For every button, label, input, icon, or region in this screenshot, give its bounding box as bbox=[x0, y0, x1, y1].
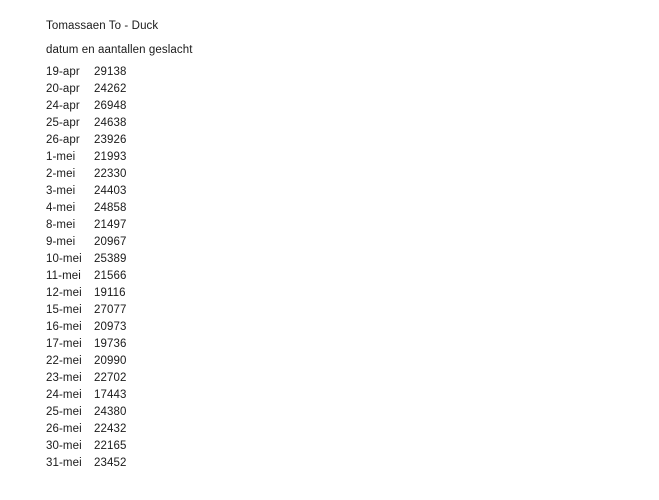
list-item bbox=[46, 166, 659, 183]
row-count: 21566 bbox=[94, 270, 127, 282]
row-date: 3-mei bbox=[46, 185, 76, 197]
list-item bbox=[46, 149, 659, 166]
list-item bbox=[46, 200, 659, 217]
list-item bbox=[46, 302, 659, 319]
row-count: 20967 bbox=[94, 236, 127, 248]
row-date: 22-mei bbox=[46, 355, 82, 367]
list-item bbox=[46, 64, 659, 81]
row-count: 22330 bbox=[94, 168, 127, 180]
list-item bbox=[46, 98, 659, 115]
row-date: 17-mei bbox=[46, 338, 82, 350]
list-item bbox=[46, 251, 659, 268]
row-count: 26948 bbox=[94, 100, 127, 112]
row-count: 21497 bbox=[94, 219, 127, 231]
row-count: 29138 bbox=[94, 66, 127, 78]
row-date: 10-mei bbox=[46, 253, 82, 265]
row-date: 12-mei bbox=[46, 287, 82, 299]
row-date: 25-apr bbox=[46, 117, 80, 129]
row-count: 24638 bbox=[94, 117, 127, 129]
list-item bbox=[46, 234, 659, 251]
row-date: 15-mei bbox=[46, 304, 82, 316]
page-subtitle: datum en aantallen geslacht bbox=[46, 44, 193, 56]
row-count: 27077 bbox=[94, 304, 127, 316]
row-date: 16-mei bbox=[46, 321, 82, 333]
row-count: 24858 bbox=[94, 202, 127, 214]
list-item bbox=[46, 404, 659, 421]
list-item bbox=[46, 353, 659, 370]
list-item bbox=[46, 438, 659, 455]
row-count: 24403 bbox=[94, 185, 127, 197]
row-date: 24-mei bbox=[46, 389, 82, 401]
row-date: 19-apr bbox=[46, 66, 80, 78]
row-date: 20-apr bbox=[46, 83, 80, 95]
list-item bbox=[46, 81, 659, 98]
list-item bbox=[46, 455, 659, 472]
list-item bbox=[46, 319, 659, 336]
row-count: 20973 bbox=[94, 321, 127, 333]
list-item bbox=[46, 336, 659, 353]
row-date: 24-apr bbox=[46, 100, 80, 112]
row-count: 21993 bbox=[94, 151, 127, 163]
list-item bbox=[46, 183, 659, 200]
row-date: 26-mei bbox=[46, 423, 82, 435]
list-item bbox=[46, 370, 659, 387]
list-item bbox=[46, 217, 659, 234]
list-item bbox=[46, 387, 659, 404]
row-date: 11-mei bbox=[46, 270, 81, 282]
row-count: 20990 bbox=[94, 355, 127, 367]
list-item bbox=[46, 115, 659, 132]
row-date: 26-apr bbox=[46, 134, 80, 146]
row-date: 4-mei bbox=[46, 202, 76, 214]
page-title: Tomassaen To - Duck bbox=[46, 20, 159, 32]
row-date: 2-mei bbox=[46, 168, 76, 180]
row-date: 9-mei bbox=[46, 236, 76, 248]
row-date: 8-mei bbox=[46, 219, 76, 231]
list-item bbox=[46, 285, 659, 302]
row-date: 31-mei bbox=[46, 457, 82, 469]
data-list bbox=[46, 64, 659, 472]
list-item bbox=[46, 132, 659, 149]
row-date: 1-mei bbox=[46, 151, 76, 163]
row-count: 22432 bbox=[94, 423, 127, 435]
row-count: 17443 bbox=[94, 389, 127, 401]
row-count: 24262 bbox=[94, 83, 127, 95]
row-count: 19736 bbox=[94, 338, 127, 350]
row-date: 30-mei bbox=[46, 440, 82, 452]
row-date: 25-mei bbox=[46, 406, 82, 418]
row-count: 24380 bbox=[94, 406, 127, 418]
row-date: 23-mei bbox=[46, 372, 82, 384]
list-item bbox=[46, 421, 659, 438]
row-count: 25389 bbox=[94, 253, 127, 265]
row-count: 19116 bbox=[94, 287, 126, 299]
list-item bbox=[46, 268, 659, 285]
row-count: 23452 bbox=[94, 457, 127, 469]
row-count: 22165 bbox=[94, 440, 127, 452]
row-count: 23926 bbox=[94, 134, 127, 146]
row-count: 22702 bbox=[94, 372, 127, 384]
